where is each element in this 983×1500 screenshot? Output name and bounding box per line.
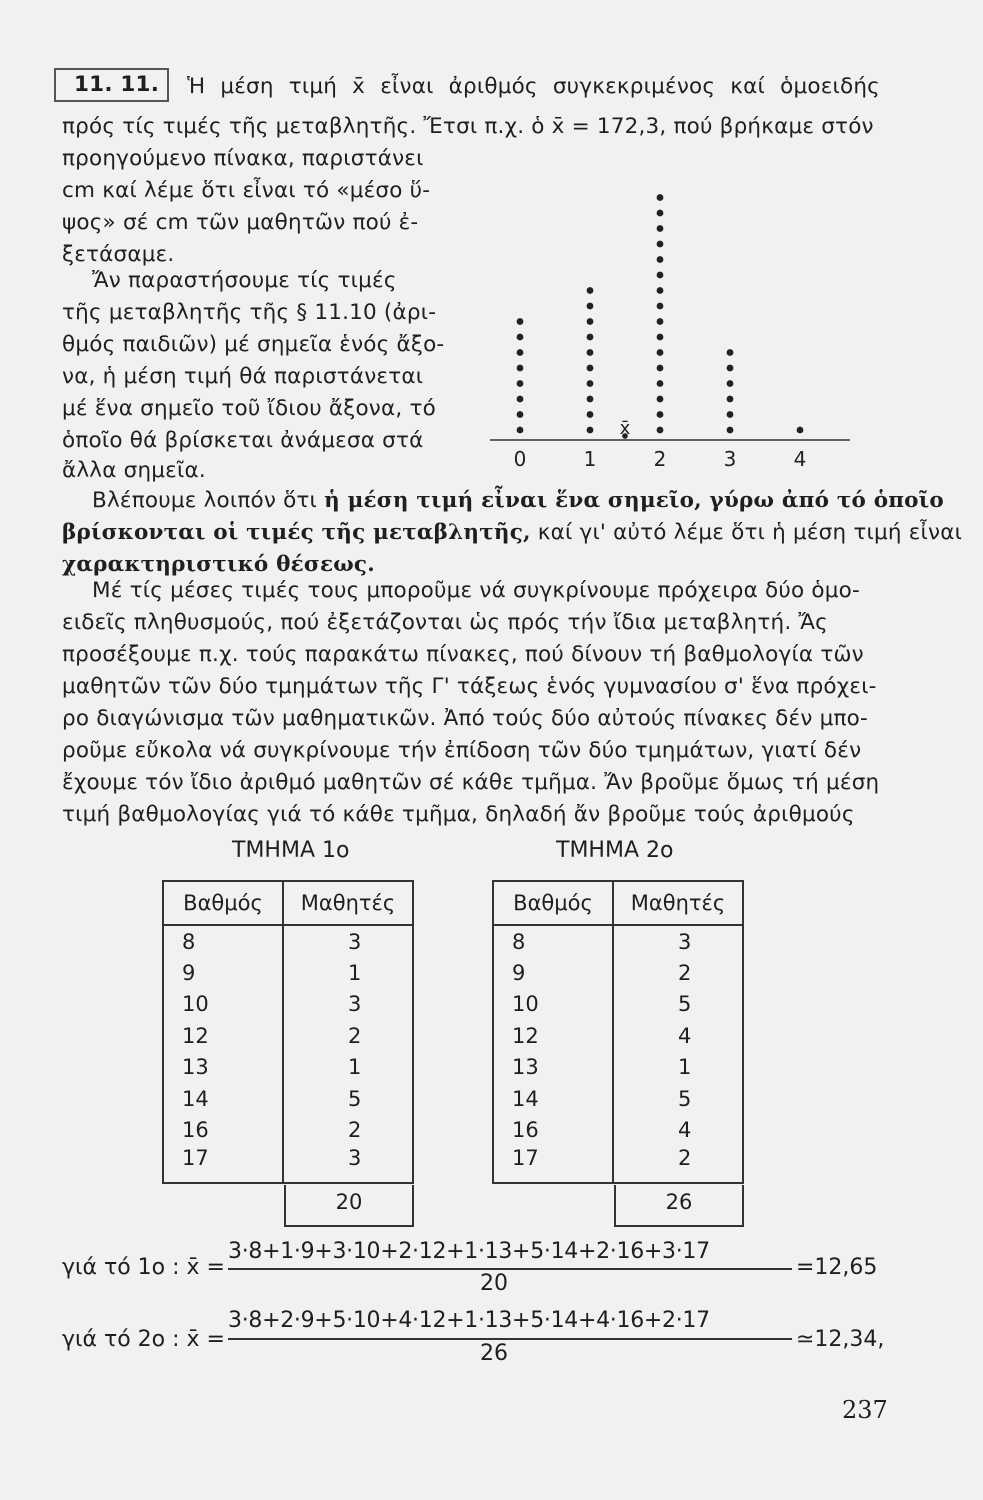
chart-dot xyxy=(657,194,664,201)
page-number: 237 xyxy=(842,1396,888,1424)
table2-row5-count: 1 xyxy=(613,1052,743,1083)
chart-tick-label: 3 xyxy=(723,447,737,471)
table1-caption: ΤΜΗΜΑ 1ο xyxy=(232,838,350,863)
chart-dot xyxy=(657,349,664,356)
formula1-denominator: 20 xyxy=(480,1271,508,1296)
paragraph4-line6: ροῦμε εὔκολα νά συγκρίνουμε τήν ἐπίδοση τῶν δύο τμημάτων, γιατί δέν xyxy=(62,738,862,763)
chart-dot xyxy=(727,349,734,356)
table1-row8-count: 3 xyxy=(283,1146,413,1183)
paragraph2-line2: τῆς μεταβλητῆς τῆς § 11.10 (ἀρι- xyxy=(62,300,437,325)
formula1-result: =12,65 xyxy=(796,1255,878,1280)
paragraph2-line4: να, ἡ μέση τιμή θά παριστάνεται xyxy=(62,364,424,389)
table1-row4-grade: 12 xyxy=(163,1020,283,1051)
chart-dot xyxy=(587,334,594,341)
chart-dot xyxy=(657,241,664,248)
paragraph3-line3-bold: χαρακτηριστικό θέσεως. xyxy=(62,552,375,577)
table1-total: 20 xyxy=(284,1185,414,1227)
table2 xyxy=(492,880,744,1184)
chart-dot xyxy=(517,396,524,403)
chart-dot xyxy=(657,427,664,434)
table2-row2-count: 2 xyxy=(613,957,743,988)
formula1-fraction-bar xyxy=(228,1268,792,1270)
paragraph4-line8: τιμή βαθμολογίας γιά τό κάθε τμῆμα, δηλαδή ἄν βροῦμε τούς ἀριθμούς xyxy=(62,802,855,827)
table1-header-students: Μαθητές xyxy=(283,881,413,925)
chart-dot xyxy=(657,396,664,403)
table2-row4-grade: 12 xyxy=(493,1020,613,1051)
chart-dot xyxy=(587,303,594,310)
chart-tick-label: 0 xyxy=(513,447,527,471)
paragraph4-line1: Μέ τίς μέσες τιμές τους μποροῦμε νά συγκρίνουμε πρόχειρα δύο ὁμο- xyxy=(92,578,860,603)
paragraph1-line4: cm καί λέμε ὅτι εἶναι τό «μέσο ὕ- xyxy=(62,178,431,203)
paragraph1-line2: πρός τίς τιμές τῆς μεταβλητῆς. Ἔτσι π.χ. ὁ x̄ = 172,3, πού βρήκαμε στόν xyxy=(62,114,874,139)
paragraph3-line2-bold: βρίσκονται οἱ τιμές τῆς μεταβλητῆς, xyxy=(62,520,531,545)
table1-row6-count: 5 xyxy=(283,1083,413,1114)
chart-dot xyxy=(587,365,594,372)
chart-dot xyxy=(727,365,734,372)
table1-row8-grade: 17 xyxy=(163,1146,283,1183)
table2-row7-count: 4 xyxy=(613,1114,743,1145)
table1-row5-count: 1 xyxy=(283,1052,413,1083)
chart-dot xyxy=(657,287,664,294)
table1-row1-grade: 8 xyxy=(163,925,283,957)
dot-chart xyxy=(490,140,870,480)
table1-row3-grade: 10 xyxy=(163,989,283,1020)
table1-row3-count: 3 xyxy=(283,989,413,1020)
paragraph1-line3: προηγούμενο πίνακα, παριστάνει xyxy=(62,146,424,171)
chart-dot xyxy=(657,411,664,418)
chart-dot xyxy=(727,380,734,387)
paragraph4-line4: μαθητῶν τῶν δύο τμημάτων τῆς Γ' τάξεως ἑνός γυμνασίου σ' ἕνα πρόχει- xyxy=(62,674,877,699)
table2-row8-grade: 17 xyxy=(493,1146,613,1183)
formula2-label: γιά τό 2ο : x̄ = xyxy=(62,1327,225,1352)
table2-row3-count: 5 xyxy=(613,989,743,1020)
table2-total: 26 xyxy=(614,1185,744,1227)
paragraph3-line1-bold: ἡ μέση τιμή εἶναι ἕνα σημεῖο, γύρω ἀπό τό ὁποῖο xyxy=(324,488,944,513)
paragraph2-line5: μέ ἕνα σημεῖο τοῦ ἴδιου ἄξονα, τό xyxy=(62,396,436,421)
table1-row7-count: 2 xyxy=(283,1114,413,1145)
table2-header-students: Μαθητές xyxy=(613,881,743,925)
chart-dot xyxy=(587,396,594,403)
formula1-numerator: 3·8+1·9+3·10+2·12+1·13+5·14+2·16+3·17 xyxy=(228,1239,710,1264)
table1-row5-grade: 13 xyxy=(163,1052,283,1083)
table2-row6-count: 5 xyxy=(613,1083,743,1114)
chart-dot xyxy=(727,411,734,418)
formula2-result: ≃12,34, xyxy=(796,1327,885,1352)
chart-dot xyxy=(657,210,664,217)
chart-dot xyxy=(517,380,524,387)
paragraph4-line3: προσέξουμε π.χ. τούς παρακάτω πίνακες, πού δίνουν τή βαθμολογία τῶν xyxy=(62,642,864,667)
table1-row2-count: 1 xyxy=(283,957,413,988)
table1 xyxy=(162,880,414,1184)
formula2-fraction-bar xyxy=(228,1338,792,1340)
paragraph3-line1-pre: Βλέπουμε λοιπόν ὅτι xyxy=(92,488,325,513)
paragraph3-line1 xyxy=(92,488,944,513)
paragraph3-line2 xyxy=(62,520,963,545)
table2-row6-grade: 14 xyxy=(493,1083,613,1114)
section-number: 11. 11. xyxy=(54,68,169,102)
paragraph4-line2: ειδεῖς πληθυσμούς, πού ἐξετάζονται ὡς πρός τήν ἴδια μεταβλητή. Ἄς xyxy=(62,610,828,635)
chart-tick-label: 2 xyxy=(653,447,667,471)
table1-row6-grade: 14 xyxy=(163,1083,283,1114)
table1-row1-count: 3 xyxy=(283,925,413,957)
table2-row1-count: 3 xyxy=(613,925,743,957)
chart-mean-label: x̄ xyxy=(619,418,631,439)
chart-dot xyxy=(657,303,664,310)
paragraph1-line5: ψος» σέ cm τῶν μαθητῶν πού ἐ- xyxy=(62,210,419,235)
table2-row4-count: 4 xyxy=(613,1020,743,1051)
table2-row7-grade: 16 xyxy=(493,1114,613,1145)
chart-dot xyxy=(797,427,804,434)
chart-dot xyxy=(517,334,524,341)
paragraph1-line1-text: Ἡ μέση τιμή x̄ εἶναι ἀριθμός συγκεκριμένος καί ὁμοειδής xyxy=(187,74,880,99)
chart-dot xyxy=(517,427,524,434)
chart-dot xyxy=(657,365,664,372)
chart-dot xyxy=(657,256,664,263)
formula2-denominator: 26 xyxy=(480,1341,508,1366)
paragraph2-line7: ἄλλα σημεῖα. xyxy=(62,458,206,483)
table1-row4-count: 2 xyxy=(283,1020,413,1051)
chart-dot xyxy=(517,318,524,325)
table2-row2-grade: 9 xyxy=(493,957,613,988)
paragraph2-line1: Ἄν παραστήσουμε τίς τιμές xyxy=(92,268,397,293)
paragraph1-line6: ξετάσαμε. xyxy=(62,242,175,267)
paragraph4-line5: ρο διαγώνισμα τῶν μαθηματικῶν. Ἀπό τούς δύο αὐτούς πίνακες δέν μπο- xyxy=(62,706,868,731)
chart-dot xyxy=(517,349,524,356)
paragraph2-line6: ὁποῖο θά βρίσκεται ἀνάμεσα στά xyxy=(62,428,424,453)
table2-row8-count: 2 xyxy=(613,1146,743,1183)
chart-dot xyxy=(587,349,594,356)
table2-row5-grade: 13 xyxy=(493,1052,613,1083)
chart-dot xyxy=(657,380,664,387)
chart-dot xyxy=(517,411,524,418)
chart-dot xyxy=(587,287,594,294)
paragraph4-line7: ἔχουμε τόν ἴδιο ἀριθμό μαθητῶν σέ κάθε τμῆμα. Ἄν βροῦμε ὅμως τή μέση xyxy=(62,770,880,795)
formula2-numerator: 3·8+2·9+5·10+4·12+1·13+5·14+4·16+2·17 xyxy=(228,1308,710,1333)
table2-row3-grade: 10 xyxy=(493,989,613,1020)
chart-dot xyxy=(587,427,594,434)
chart-dot xyxy=(657,272,664,279)
paragraph1-line1 xyxy=(62,74,880,102)
chart-dot xyxy=(587,318,594,325)
chart-dot xyxy=(727,396,734,403)
chart-dot xyxy=(657,225,664,232)
table1-row2-grade: 9 xyxy=(163,957,283,988)
paragraph3-line3 xyxy=(62,552,880,577)
formula1-label: γιά τό 1ο : x̄ = xyxy=(62,1255,225,1280)
chart-tick-label: 4 xyxy=(793,447,807,471)
paragraph2-line3: θμός παιδιῶν) μέ σημεῖα ἑνός ἄξο- xyxy=(62,332,445,357)
table1-header-grade: Βαθμός xyxy=(163,881,283,925)
chart-dot xyxy=(727,427,734,434)
chart-dot xyxy=(657,318,664,325)
table2-header-grade: Βαθμός xyxy=(493,881,613,925)
chart-dot xyxy=(517,365,524,372)
chart-dot xyxy=(657,334,664,341)
paragraph3-line2-post: καί γι' αὐτό λέμε ὅτι ἡ μέση τιμή εἶναι xyxy=(530,520,963,545)
table2-caption: ΤΜΗΜΑ 2ο xyxy=(556,838,674,863)
chart-dot xyxy=(587,411,594,418)
chart-tick-label: 1 xyxy=(583,447,597,471)
chart-dot xyxy=(587,380,594,387)
table2-row1-grade: 8 xyxy=(493,925,613,957)
table1-row7-grade: 16 xyxy=(163,1114,283,1145)
